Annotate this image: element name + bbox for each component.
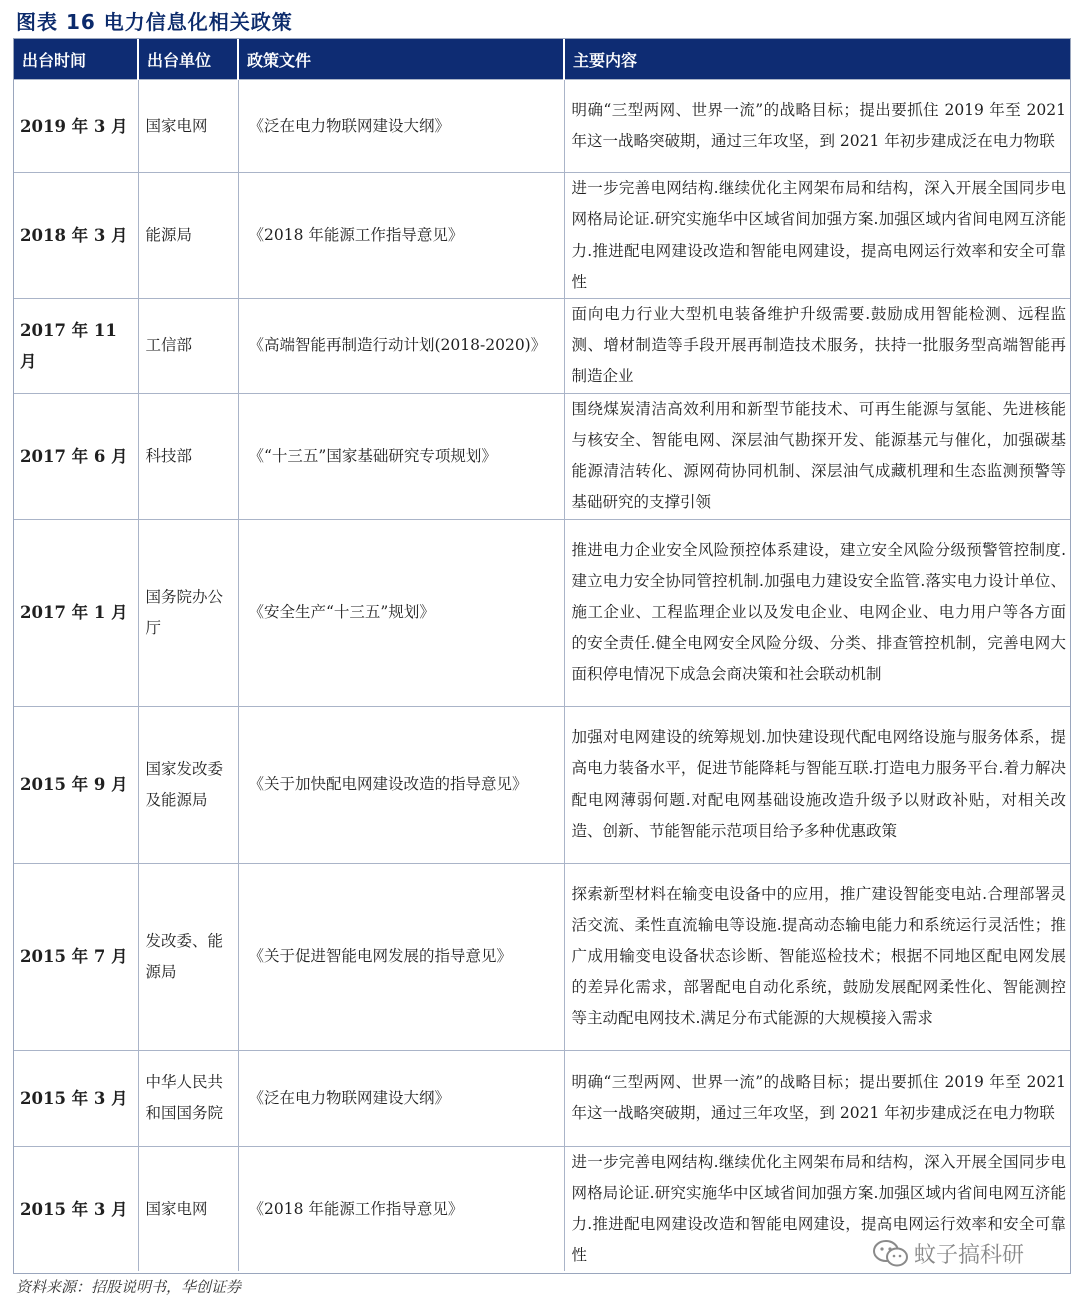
cell-unit: 国家发改委及能源局: [138, 706, 238, 863]
cell-date: 2017 年 6 月: [14, 393, 138, 519]
table-row: [14, 706, 1070, 863]
cell-doc: 《关于加快配电网建设改造的指导意见》: [238, 706, 564, 863]
cell-doc: 《关于促进智能电网发展的指导意见》: [238, 863, 564, 1050]
cell-content: 围绕煤炭清洁高效利用和新型节能技术、可再生能源与氢能、先进核能与核安全、智能电网、深层油气勘探开发、能源基元与催化，加强碳基能源清洁转化、源网荷协同机制、深层油气成藏机理和生态监测预警等基础研究的支撑引领: [564, 393, 1070, 519]
cell-unit: 国家电网: [138, 1146, 238, 1271]
cell-doc: 《安全生产“十三五”规划》: [238, 519, 564, 706]
watermark-text: 蚊子搞科研: [914, 1243, 1025, 1268]
header-content: 主要内容: [564, 39, 1070, 80]
watermark: [872, 1238, 1024, 1269]
cell-content: 面向电力行业大型机电装备维护升级需要.鼓励成用智能检测、远程监测、增材制造等手段开展再制造技术服务，扶持一批服务型高端智能再制造企业: [564, 299, 1070, 394]
cell-content: 进一步完善电网结构.继续优化主网架布局和结构，深入开展全国同步电网格局论证.研究实施华中区域省间加强方案.加强区域内省间电网互济能力.推进配电网建设改造和智能电网建设，提高电网运行效率和安全可靠性: [564, 1146, 1070, 1271]
header-date: 出台时间: [14, 39, 138, 80]
cell-doc: 《泛在电力物联网建设大纲》: [238, 80, 564, 173]
cell-date: 2019 年 3 月: [14, 80, 138, 173]
table-row: [14, 173, 1070, 299]
policy-table-frame: [13, 38, 1071, 1274]
cell-date: 2018 年 3 月: [14, 173, 138, 299]
table-header-row: [14, 39, 1070, 80]
cell-doc: 《2018 年能源工作指导意见》: [238, 173, 564, 299]
cell-unit: 国家电网: [138, 80, 238, 173]
cell-unit: 发改委、能源局: [138, 863, 238, 1050]
header-unit: 出台单位: [138, 39, 238, 80]
wechat-icon: [872, 1239, 910, 1269]
cell-content: 推进电力企业安全风险预控体系建设，建立安全风险分级预警管控制度.建立电力安全协同管控机制.加强电力建设安全监管.落实电力设计单位、施工企业、工程监理企业以及发电企业、电网企业、电力用户等各方面的安全责任.健全电网安全风险分级、分类、排查管控机制，完善电网大面积停电情况下成急会商决策和社会联动机制: [564, 519, 1070, 706]
cell-date: 2015 年 7 月: [14, 863, 138, 1050]
cell-doc: 《泛在电力物联网建设大纲》: [238, 1050, 564, 1146]
cell-date: 2015 年 9 月: [14, 706, 138, 863]
table-row: [14, 299, 1070, 394]
policy-table: [14, 39, 1070, 1271]
source-note: 资料来源：招股说明书，华创证券: [16, 1278, 242, 1296]
cell-date: 2017 年 1 月: [14, 519, 138, 706]
cell-date: 2017 年 11 月: [14, 299, 138, 394]
cell-unit: 能源局: [138, 173, 238, 299]
cell-doc: 《“十三五”国家基础研究专项规划》: [238, 393, 564, 519]
table-row: [14, 519, 1070, 706]
table-row: [14, 1050, 1070, 1146]
cell-unit: 工信部: [138, 299, 238, 394]
cell-unit: 中华人民共和国国务院: [138, 1050, 238, 1146]
table-row: [14, 863, 1070, 1050]
cell-content: 明确“三型两网、世界一流”的战略目标；提出要抓住 2019 年至 2021 年这一战略突破期，通过三年攻坚，到 2021 年初步建成泛在电力物联: [564, 80, 1070, 173]
cell-date: 2015 年 3 月: [14, 1050, 138, 1146]
cell-content: 加强对电网建设的统筹规划.加快建设现代配电网络设施与服务体系，提高电力装备水平，促进节能降耗与智能互联.打造电力服务平台.着力解决配电网薄弱何题.对配电网基础设施改造升级予以财政补贴，对相关改造、创新、节能智能示范项目给予多种优惠政策: [564, 706, 1070, 863]
cell-unit: 国务院办公厅: [138, 519, 238, 706]
cell-content: 进一步完善电网结构.继续优化主网架布局和结构，深入开展全国同步电网格局论证.研究实施华中区域省间加强方案.加强区域内省间电网互济能力.推进配电网建设改造和智能电网建设，提高电网运行效率和安全可靠性: [564, 173, 1070, 299]
cell-doc: 《2018 年能源工作指导意见》: [238, 1146, 564, 1271]
cell-doc: 《高端智能再制造行动计划(2018-2020)》: [238, 299, 564, 394]
cell-date: 2015 年 3 月: [14, 1146, 138, 1271]
header-doc: 政策文件: [238, 39, 564, 80]
cell-content: 明确“三型两网、世界一流”的战略目标；提出要抓住 2019 年至 2021 年这一战略突破期，通过三年攻坚，到 2021 年初步建成泛在电力物联: [564, 1050, 1070, 1146]
table-row: [14, 80, 1070, 173]
cell-content: 探索新型材料在输变电设备中的应用，推广建设智能变电站.合理部署灵活交流、柔性直流输电等设施.提高动态输电能力和系统运行灵活性；推广成用输变电设备状态诊断、智能巡检技术；根据不同地区配电网发展的差异化需求，部署配电自动化系统，鼓励发展配网柔性化、智能测控等主动配电网技术.满足分布式能源的大规模接入需求: [564, 863, 1070, 1050]
table-row: [14, 393, 1070, 519]
figure-title: 图表 16 电力信息化相关政策: [16, 10, 293, 34]
cell-unit: 科技部: [138, 393, 238, 519]
